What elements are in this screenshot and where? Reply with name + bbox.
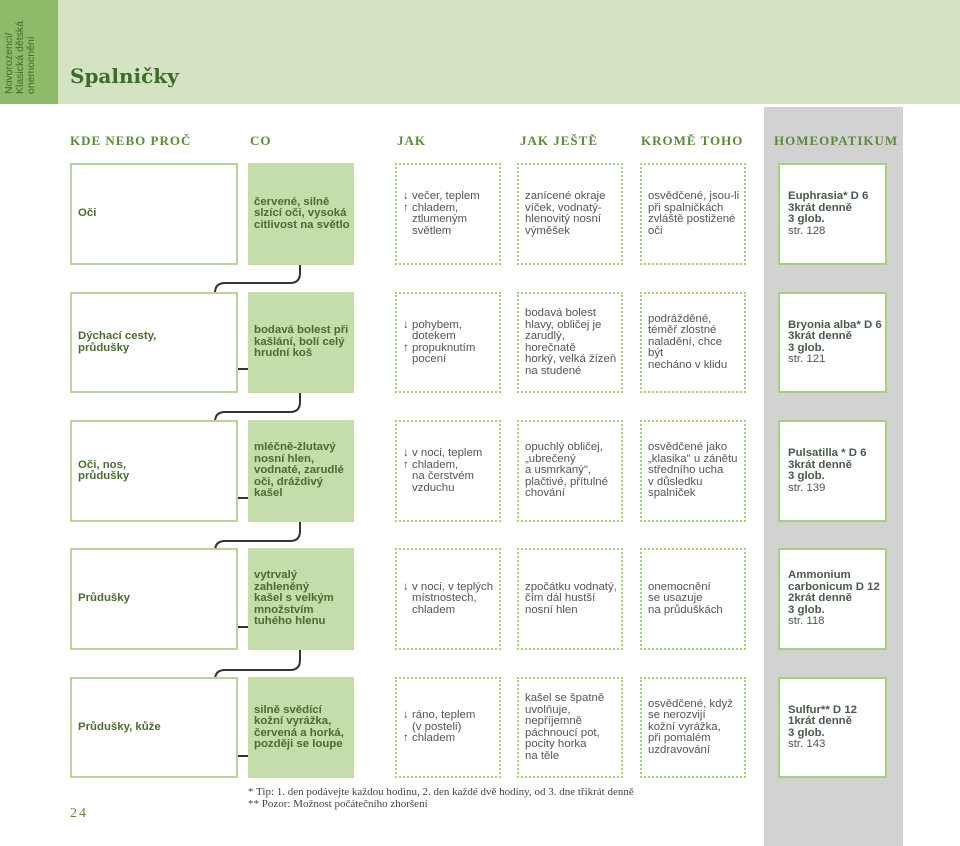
row-kde: Průdušky, kůže bbox=[70, 677, 238, 778]
row-jak bbox=[395, 548, 501, 650]
remedy-dose: 3krát denně 3 glob. bbox=[788, 458, 852, 482]
row-homeopathic bbox=[778, 420, 887, 522]
remedy-page: str. 128 bbox=[788, 224, 826, 237]
header-jak: JAK bbox=[397, 133, 426, 148]
remedy-name: Ammonium carbonicum D 12 bbox=[788, 569, 880, 593]
chapter-tab-line: Klasická dětská bbox=[14, 21, 26, 94]
header-co: CO bbox=[250, 133, 272, 148]
remedy-page: str. 118 bbox=[788, 615, 825, 628]
remedy-dose: 1krát denně 3 glob. bbox=[788, 715, 852, 739]
row-kde: Oči, nos, průdušky bbox=[70, 420, 238, 522]
row-jak bbox=[395, 163, 501, 265]
header-jak-jeste: JAK JEŠTĚ bbox=[520, 133, 598, 148]
remedy-page: str. 143 bbox=[788, 738, 826, 750]
remedy-dose: 3krát denně 3 glob. bbox=[788, 201, 852, 225]
row-jak-jeste: zanícené okraje víček, vodnatý- hlenovitý nosní výměšek bbox=[517, 163, 623, 265]
remedy-page: str. 139 bbox=[788, 481, 826, 494]
arrow-up-icon: ↑ bbox=[403, 732, 409, 745]
row-homeopathic bbox=[778, 163, 887, 265]
row-co: vytrvalý zahleněný kašel s velkým množstvím tuhého hlenu bbox=[248, 548, 354, 650]
row-krome: osvědčené, když se nerozvijí kožní vyrážka, při pomalém uzdravování bbox=[640, 677, 746, 778]
header-homeo: HOMEOPATIKUM bbox=[774, 133, 899, 148]
remedy-name: Bryonia alba* D 6 bbox=[788, 318, 882, 331]
header-kde: KDE NEBO PROČ bbox=[70, 133, 192, 148]
row-jak bbox=[395, 420, 501, 522]
footnote-warning: ** Pozor: Možnost počátečního zhoršení bbox=[248, 798, 428, 810]
row-krome: osvědčené jako „klasika" u zánětu středního ucha v důsledku spalniček bbox=[640, 420, 746, 522]
row-jak-jeste: opuchlý obličej, „ubrečený a usmrkaný", plačtivé, přítulné chování bbox=[517, 420, 623, 522]
chapter-tab-line: Novorozenci/ bbox=[3, 32, 15, 94]
row-kde: Průdušky bbox=[70, 548, 238, 650]
row-co: mléčně-žlutavý nosní hlen, vodnaté, zarudlé oči, dráždivý kašel bbox=[248, 420, 354, 522]
row-kde: Oči bbox=[70, 163, 238, 265]
jak-better: chladem bbox=[412, 732, 456, 745]
jak-worse: ráno, teplem (v posteli) bbox=[412, 709, 476, 733]
row-jak-jeste: bodavá bolest hlavy, obličej je zarudlý, horečnatě horký, velká žízeň na studené bbox=[517, 292, 623, 393]
jak-worse: večer, teplem bbox=[412, 190, 480, 202]
page-number: 24 bbox=[70, 806, 88, 821]
arrow-down-icon: ↓ bbox=[403, 447, 409, 459]
page-title: Spalničky bbox=[70, 64, 179, 88]
row-homeopathic bbox=[778, 292, 887, 393]
arrow-down-icon: ↓ bbox=[403, 190, 409, 202]
jak-better: chladem, na čerstvém vzduchu bbox=[412, 458, 475, 494]
row-kde: Dýchací cesty, průdušky bbox=[70, 292, 238, 393]
arrow-up-icon: ↑ bbox=[403, 341, 409, 354]
remedy-dose: 3krát denně 3 glob. bbox=[788, 330, 852, 354]
jak-better: propuknutím pocení bbox=[412, 341, 476, 365]
row-krome: osvědčené, jsou-li při spalničkách zvláště postižené oči bbox=[640, 163, 746, 265]
remedy-page: str. 121 bbox=[788, 353, 826, 365]
remedy-name: Euphrasia* D 6 bbox=[788, 190, 869, 202]
row-homeopathic bbox=[778, 548, 887, 650]
arrow-up-icon: ↑ bbox=[403, 458, 409, 471]
row-krome: podrážděné, téměř zlostné naladění, chce být necháno v klidu bbox=[640, 292, 746, 393]
footnote-tip: * Tip: 1. den podávejte každou hodinu, 2. den každé dvě hodiny, od 3. dne třikrát denně bbox=[248, 786, 634, 798]
chapter-tab-line: onemocnění bbox=[25, 36, 37, 94]
arrow-down-icon: ↓ bbox=[403, 709, 409, 722]
arrow-down-icon: ↓ bbox=[403, 580, 409, 593]
row-co: bodavá bolest při kašlání, bolí celý hrudní koš bbox=[248, 292, 354, 393]
jak-worse: v noci, v teplých místnostech, chladem bbox=[412, 580, 494, 616]
row-krome: onemocnění se usazuje na průduškách bbox=[640, 548, 746, 650]
row-jak bbox=[395, 677, 501, 778]
arrow-up-icon: ↑ bbox=[403, 201, 409, 214]
row-jak-jeste: kašel se špatně uvolňuje, nepříjemně páchnoucí pot, pocity horka na těle bbox=[517, 677, 623, 778]
remedy-name: Sulfur** D 12 bbox=[788, 703, 857, 716]
jak-better: chladem, ztlumeným světlem bbox=[412, 201, 468, 237]
jak-worse: pohybem, dotekem bbox=[412, 318, 463, 342]
row-co: silně svědící kožní vyrážka, červená a horká, později se loupe bbox=[248, 677, 354, 778]
jak-worse: v noci, teplem bbox=[412, 447, 483, 459]
row-co: červené, silně slzící oči, vysoká citlivost na světlo bbox=[248, 163, 354, 265]
row-homeopathic bbox=[778, 677, 887, 778]
row-jak bbox=[395, 292, 501, 393]
row-jak-jeste: zpočátku vodnatý, čím dál hustší nosní hlen bbox=[517, 548, 623, 650]
remedy-dose: 2krát denně 3 glob. bbox=[788, 592, 852, 616]
header-krome: KROMĚ TOHO bbox=[641, 133, 744, 148]
remedy-name: Pulsatilla * D 6 bbox=[788, 447, 867, 459]
footnotes bbox=[248, 786, 634, 810]
arrow-down-icon: ↓ bbox=[403, 318, 409, 331]
